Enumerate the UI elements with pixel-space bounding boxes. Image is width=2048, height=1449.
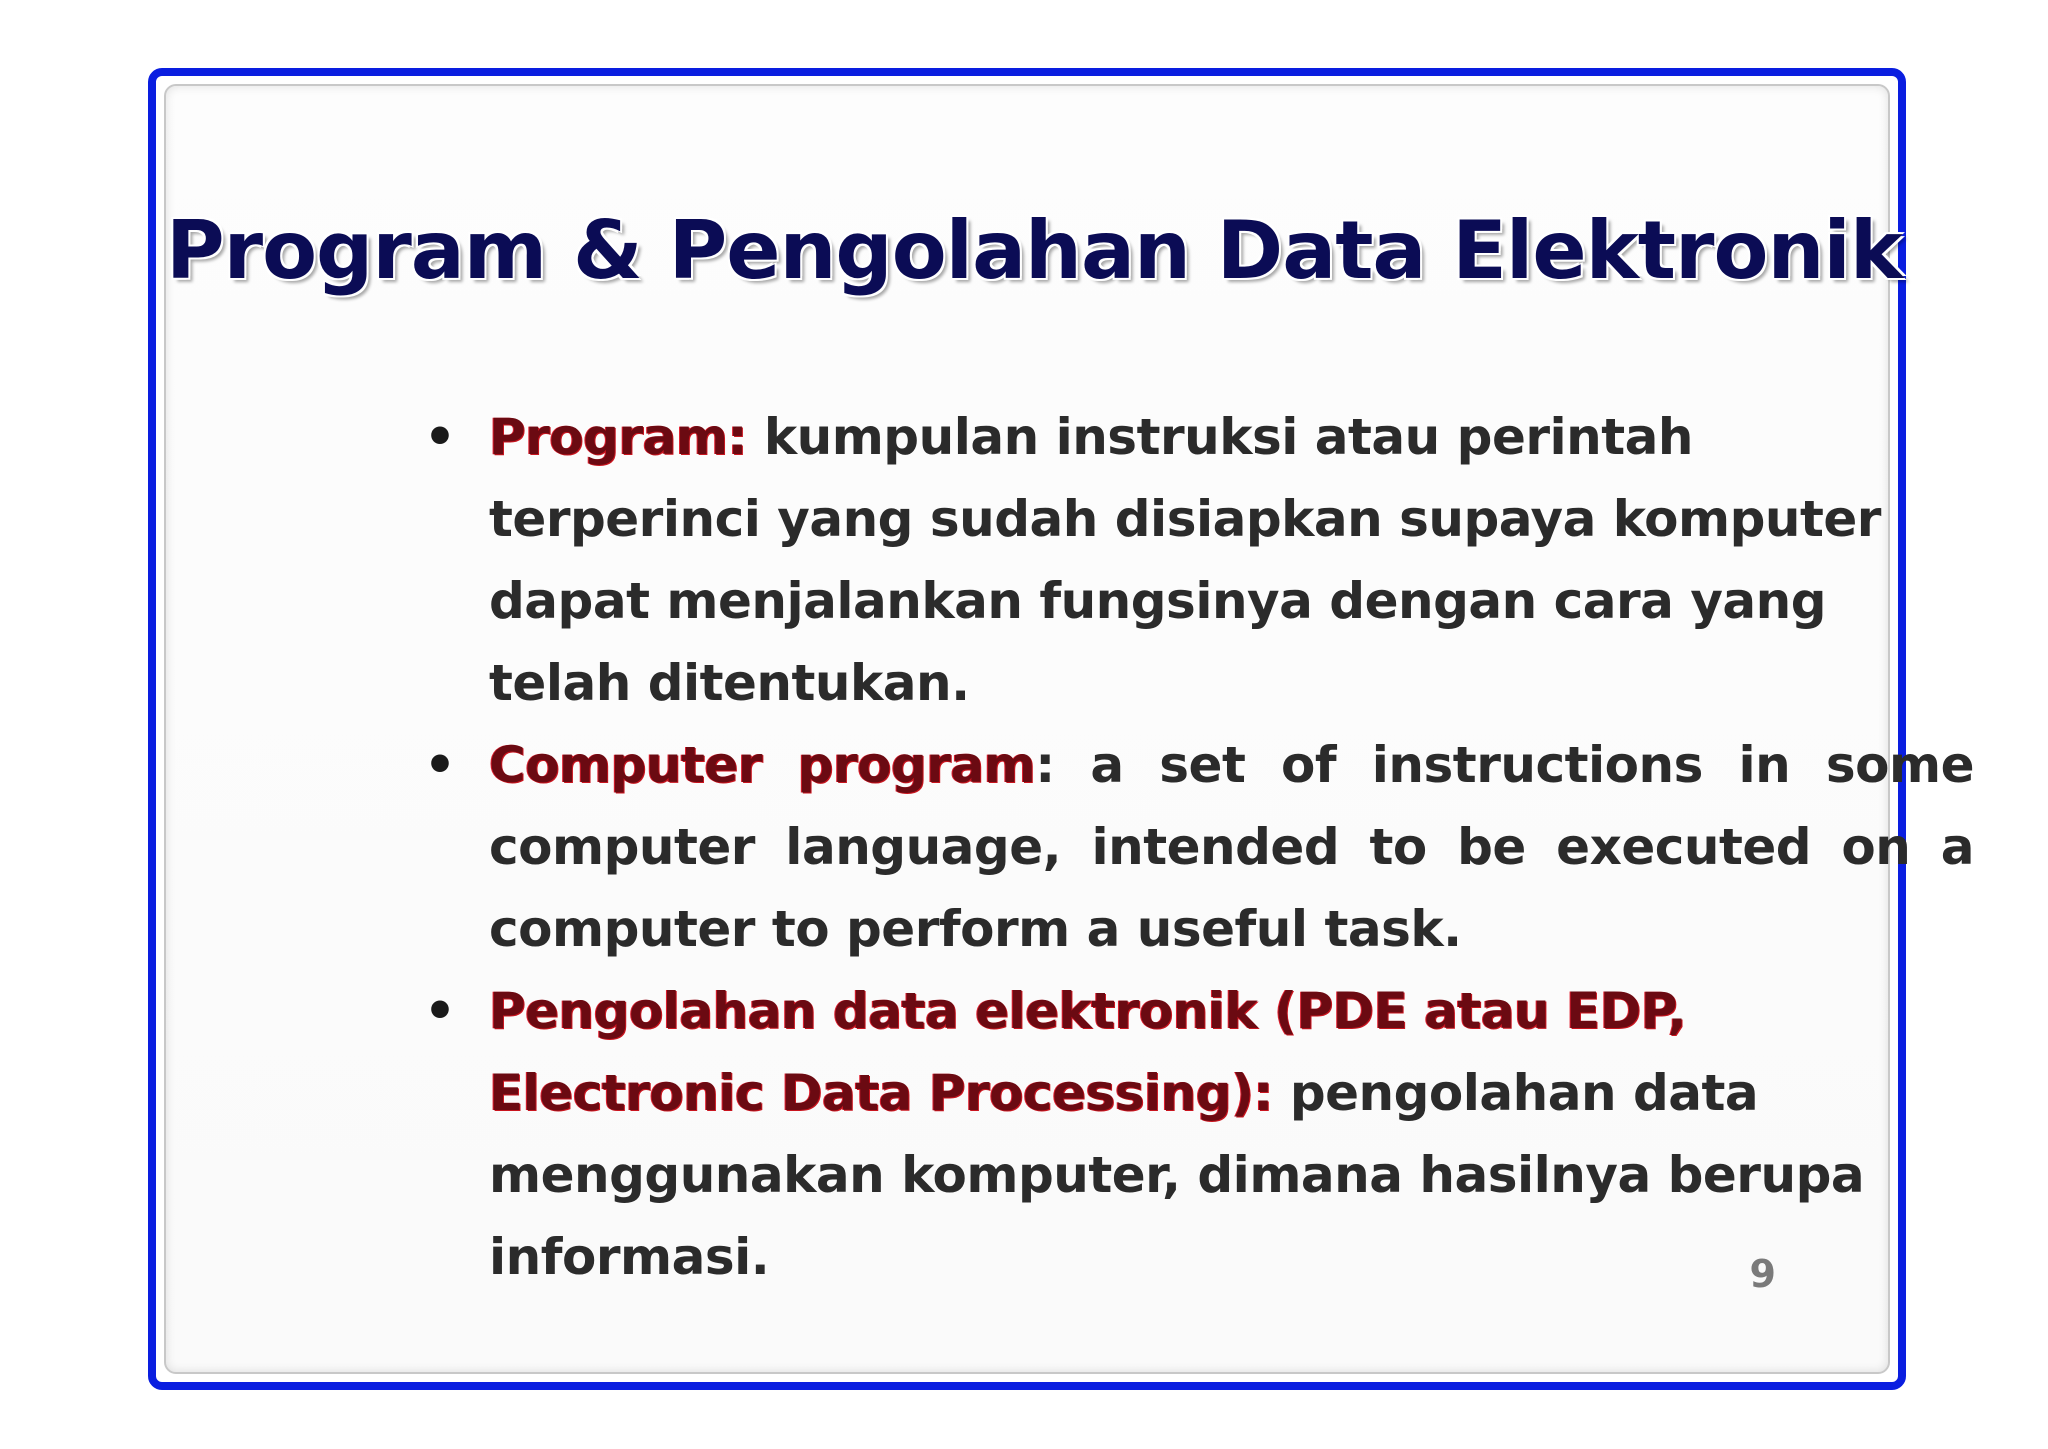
page-number: 9 [1749,1252,1776,1296]
bullet-list [414,396,1974,1298]
bullet-dot-icon: • [424,982,456,1040]
term-pde: Pengolahan data elektronik (PDE atau EDP, Electronic Data Processing): [489,982,1687,1122]
definition-computer-program: : a set of instructions in some computer language, intended to be executed on a computer to perform a useful task. [489,736,1974,958]
definition-program: kumpulan instruksi atau perintah terperinci yang sudah disiapkan supaya komputer dapat menjalankan fungsinya dengan cara yang telah ditentukan. [489,408,1881,712]
bullet-pde [414,970,1974,1298]
bullet-dot-icon: • [424,408,456,466]
bullet-program [414,396,1974,724]
slide-panel [164,84,1974,1374]
bullet-dot-icon: • [424,736,456,794]
bullet-computer-program [414,724,1974,970]
term-program: Program: [489,408,747,466]
term-computer-program: Computer program [489,736,1036,794]
slide-title: Program & Pengolahan Data Elektronik [166,204,1903,297]
slide-frame [148,68,1974,1390]
definition-pde: pengolahan data menggunakan komputer, dimana hasilnya berupa informasi. [489,1064,1865,1286]
